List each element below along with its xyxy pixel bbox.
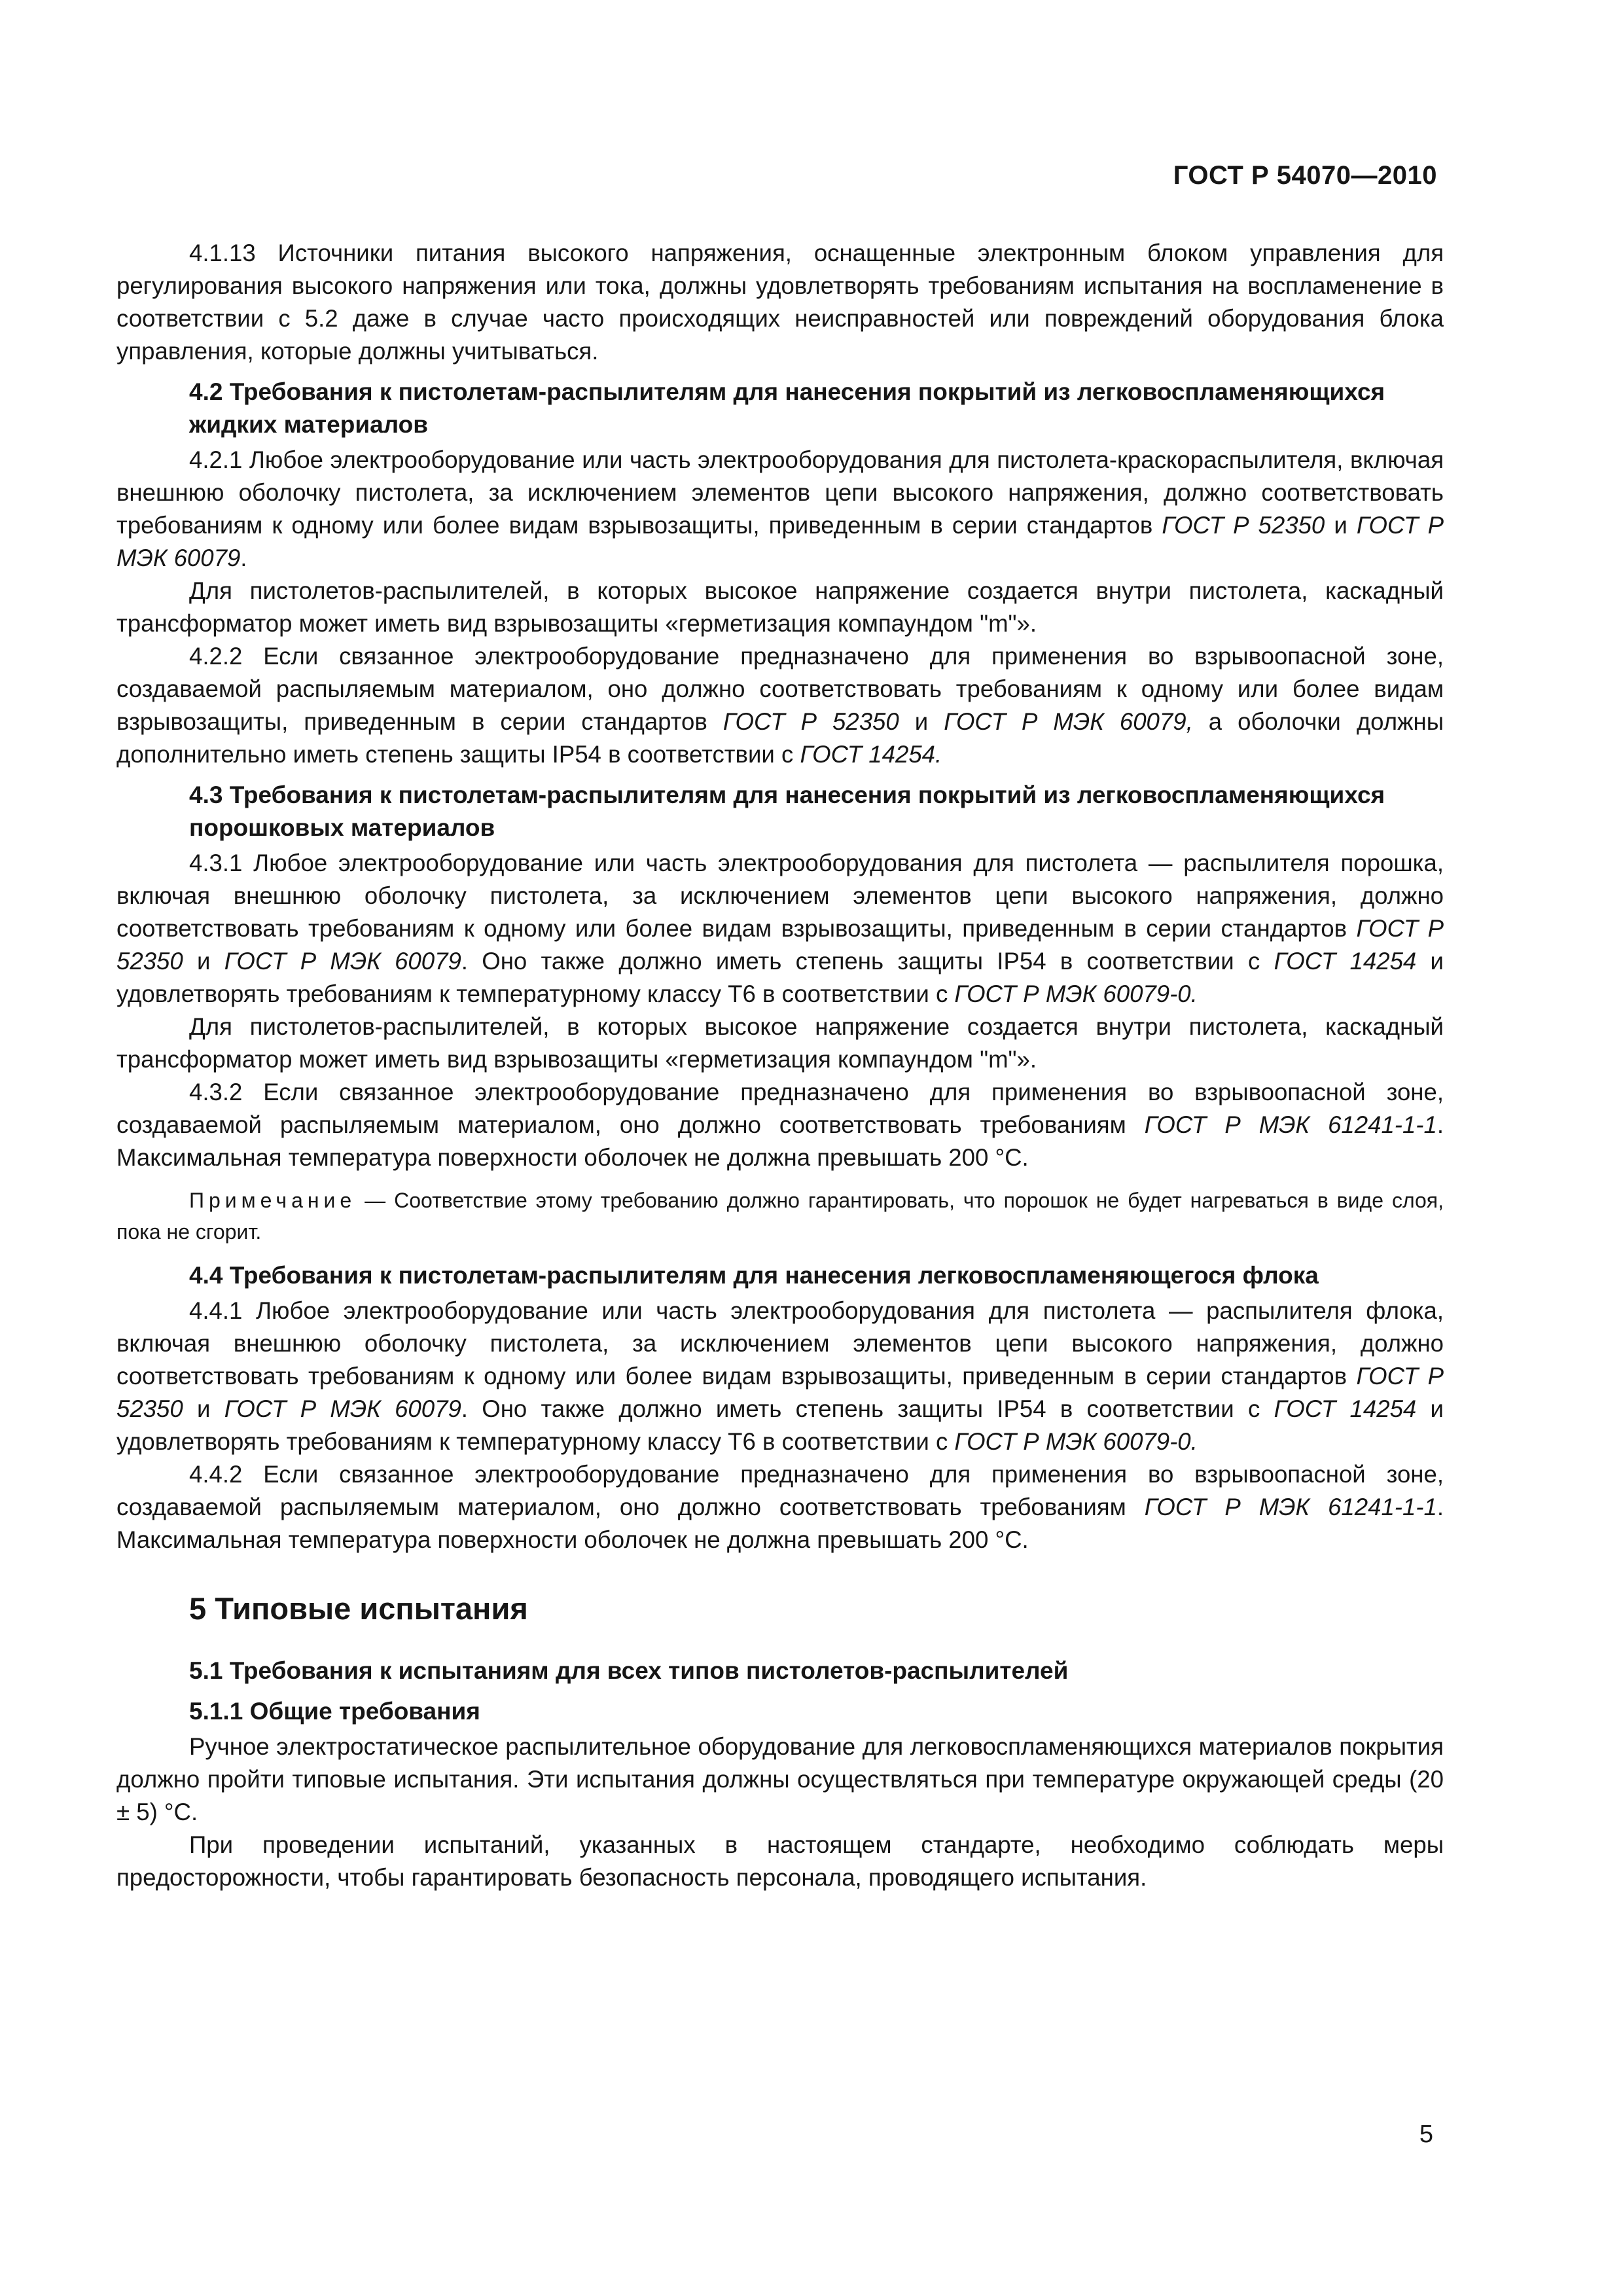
paragraph-text: 4.3.1 Любое электрооборудование или часть электрооборудования для пистолета — распылителя порошка, включая внешнюю оболочку пистолета, за исключением элементов цепи высокого напряжения, должно соответствовать требованиям к одному или более видам взрывозащиты, приведенным в серии стандартов [116, 850, 1444, 942]
standard-reference: ГОСТ Р МЭК 60079 [224, 948, 461, 975]
punctuation: . [240, 545, 247, 571]
paragraph-text: . Максимальная температура поверхности оболочек не должна превышать 200 °С. [116, 1494, 1444, 1553]
standard-reference: ГОСТ 14254 [1274, 948, 1417, 975]
paragraph-text: 4.4.1 Любое электрооборудование или часть электрооборудования для пистолета — распылителя флока, включая внешнюю оболочку пистолета, за исключением элементов цепи высокого напряжения, должно соответствовать требованиям к одному или более видам взрывозащиты, приведенным в серии стандартов [116, 1297, 1444, 1390]
conjunction: и [899, 708, 944, 735]
punctuation: , [1186, 708, 1193, 735]
paragraph-4-2-1 [116, 444, 1444, 575]
standard-reference: ГОСТ Р 52350 [116, 915, 1444, 975]
page-number: 5 [1419, 2121, 1433, 2148]
paragraph-4-2-1-b: Для пистолетов-распылителей, в которых высокое напряжение создается внутри пистолета, каскадный трансформатор может иметь вид взрывозащиты «герметизация компаундом "m"». [116, 577, 1444, 637]
paragraph-4-2-2 [116, 640, 1444, 771]
conjunction: и [183, 1395, 224, 1422]
standard-reference: ГОСТ Р МЭК 60079 [116, 512, 1444, 571]
paragraph-text: . Оно также должно иметь степень защиты IP54 в соответствии с [461, 1395, 1274, 1422]
paragraph-4-3-1 [116, 847, 1444, 1011]
heading-5-1: 5.1 Требования к испытаниям для всех типов пистолетов-распылителей [189, 1657, 1069, 1684]
standard-reference: ГОСТ Р МЭК 60079 [224, 1395, 461, 1422]
paragraph-4-4-1 [116, 1295, 1444, 1458]
note-text: — Соответствие этому требованию должно гарантировать, что порошок не будет нагреваться в виде слоя, пока не сгорит. [116, 1189, 1444, 1244]
paragraph-text: 4.2.2 Если связанное электрооборудование предназначено для применения во взрывоопасной зоне, создаваемой распыляемым материалом, оно должно соответствовать требованиям к одному или более видам взрывозащиты, приведенным в серии стандартов [116, 643, 1444, 735]
standard-reference: ГОСТ Р МЭК 61241-1-1 [1144, 1494, 1437, 1520]
standard-reference: ГОСТ Р МЭК 60079-0 [954, 1428, 1191, 1455]
paragraph-text: 4.2.1 Любое электрооборудование или часть электрооборудования для пистолета-краскораспылителя, включая внешнюю оболочку пистолета, за исключением элементов цепи высокого напряжения, должно соответствовать требованиям к одному или более видам взрывозащиты, приведенным в серии стандартов [116, 446, 1444, 539]
paragraph-4-3-2 [116, 1076, 1444, 1174]
paragraph-text: а оболочки должны дополнительно иметь степень защиты IP54 в соответствии с [116, 708, 1444, 768]
standard-reference: ГОСТ Р 52350 [722, 708, 899, 735]
paragraph-4-3-1-b: Для пистолетов-распылителей, в которых высокое напряжение создается внутри пистолета, каскадный трансформатор может иметь вид взрывозащиты «герметизация компаундом "m"». [116, 1013, 1444, 1073]
heading-5-1-1: 5.1.1 Общие требования [189, 1698, 480, 1725]
document-body [116, 237, 1444, 1894]
heading-4-2: 4.2 Требования к пистолетам-распылителям для нанесения покрытий из легковоспламеняющихся жидких материалов [189, 378, 1385, 438]
paragraph-text: и удовлетворять требованиям к температурному классу Т6 в соответствии с [116, 1395, 1444, 1455]
standard-reference: ГОСТ Р МЭК 61241-1-1 [1144, 1111, 1437, 1138]
paragraph-5-1-1-a: Ручное электростатическое распылительное оборудование для легковоспламеняющихся материалов покрытия должно пройти типовые испытания. Эти испытания должны осуществляться при температуре окружающей среды (20 ± 5) °С. [116, 1733, 1444, 1825]
paragraph-4-4-2 [116, 1458, 1444, 1556]
heading-5: 5 Типовые испытания [189, 1591, 528, 1626]
document-header: ГОСТ Р 54070—2010 [1173, 161, 1437, 190]
conjunction: и [183, 948, 224, 975]
paragraph-text: и удовлетворять требованиям к температурному классу Т6 в соответствии с [116, 948, 1444, 1007]
conjunction: и [1325, 512, 1357, 539]
standard-reference: ГОСТ Р МЭК 60079-0 [954, 980, 1191, 1007]
paragraph-4-1-13: 4.1.13 Источники питания высокого напряжения, оснащенные электронным блоком управления для регулирования высокого напряжения или тока, должны удовлетворять требованиям испытания на воспламенение в соответствии с 5.2 даже в случае часто происходящих неисправностей или повреждений оборудования блока управления, которые должны учитываться. [116, 240, 1444, 365]
standard-reference: ГОСТ 14254 [800, 741, 936, 768]
note [116, 1185, 1444, 1247]
standard-reference: ГОСТ Р 52350 [116, 1363, 1444, 1422]
standard-reference: ГОСТ Р МЭК 60079 [944, 708, 1186, 735]
heading-4-3: 4.3 Требования к пистолетам-распылителям для нанесения покрытий из легковоспламеняющихся порошковых материалов [189, 781, 1385, 841]
paragraph-5-1-1-b: При проведении испытаний, указанных в настоящем стандарте, необходимо соблюдать меры предосторожности, чтобы гарантировать безопасность персонала, проводящего испытания. [116, 1831, 1444, 1891]
standard-reference: ГОСТ Р 52350 [1162, 512, 1325, 539]
heading-4-4: 4.4 Требования к пистолетам-распылителям для нанесения легковоспламеняющегося флока [189, 1262, 1319, 1289]
punctuation: . [1190, 1428, 1198, 1455]
paragraph-text: . Оно также должно иметь степень защиты IP54 в соответствии с [461, 948, 1274, 975]
punctuation: . [935, 741, 942, 768]
paragraph-text: 4.4.2 Если связанное электрооборудование предназначено для применения во взрывоопасной зоне, создаваемой распыляемым материалом, оно должно соответствовать требованиям [116, 1461, 1444, 1520]
note-label: Примечание [189, 1189, 357, 1212]
punctuation: . [1190, 980, 1198, 1007]
standard-reference: ГОСТ 14254 [1274, 1395, 1417, 1422]
paragraph-text: . Максимальная температура поверхности оболочек не должна превышать 200 °С. [116, 1111, 1444, 1171]
paragraph-text: 4.3.2 Если связанное электрооборудование предназначено для применения во взрывоопасной зоне, создаваемой распыляемым материалом, оно должно соответствовать требованиям [116, 1079, 1444, 1138]
